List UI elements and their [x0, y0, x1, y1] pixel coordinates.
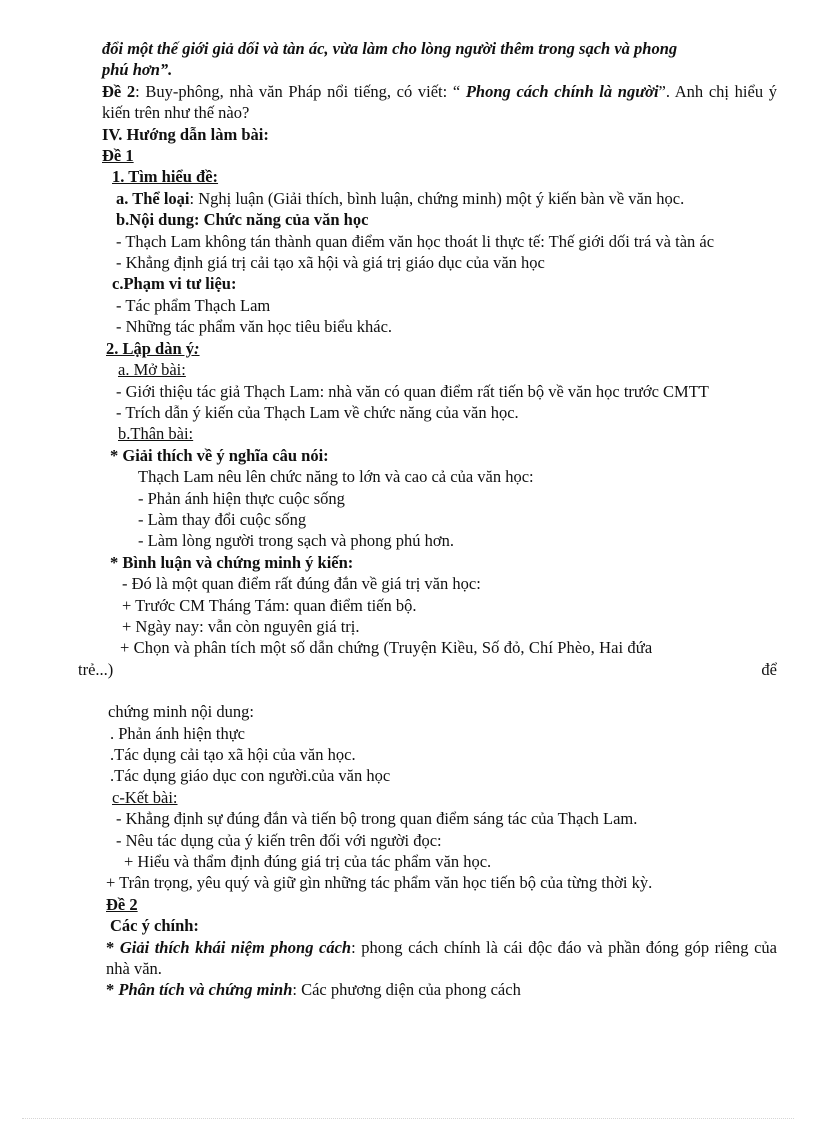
comment-point-4-right: để [761, 659, 777, 679]
scope-point-1: - Tác phẩm Thạch Lam [116, 295, 271, 315]
topic-1-heading: Đề 1 [102, 146, 134, 166]
comment-point-4-cont [78, 659, 777, 680]
outline-heading: 2. Lập dàn ý [106, 338, 195, 358]
analysis-label: Phân tích và chứng minh [118, 980, 293, 1000]
genre-text: : Nghị luận (Giải thích, bình luận, chứng minh) một ý kiến bàn về văn học. [189, 188, 685, 208]
explain-intro: Thạch Lam nêu lên chức năng to lớn và cao cả của văn học: [138, 467, 534, 487]
conclusion-point-2: - Nêu tác dụng của ý kiến trên đối với người đọc: [116, 830, 442, 850]
genre-label: a. Thể loại [116, 188, 190, 208]
topic-2-text-a: : Buy-phông, nhà văn Pháp nổi tiếng, có viết: “ [135, 81, 461, 101]
analysis-line [78, 979, 777, 1000]
scope-point-2: - Những tác phẩm văn học tiêu biểu khác. [116, 317, 393, 337]
topic-2-text-b: ”. Anh chị hiểu ý kiến trên như thế nào? [102, 81, 777, 123]
explain-point-2: - Làm thay đổi cuộc sống [138, 509, 307, 529]
prove-point-1: . Phản ánh hiện thực [110, 723, 245, 743]
quote-line-2: phú hơn”. [102, 60, 173, 80]
content-heading: b.Nội dung: Chức năng của văn học [116, 210, 369, 230]
analysis-star: * [106, 980, 119, 1000]
comment-point-2: + Trước CM Tháng Tám: quan điểm tiến bộ. [122, 595, 417, 615]
page-bottom-divider [22, 1118, 794, 1119]
comment-point-3: + Ngày nay: vẫn còn nguyên giá trị. [122, 616, 360, 636]
explain-heading: * Giải thích về ý nghĩa câu nói: [110, 445, 329, 465]
conclusion-point-4: + Trân trọng, yêu quý và giữ gìn những tác phẩm văn học tiến bộ của từng thời kỳ. [106, 873, 653, 893]
analysis-text: : Các phương diện của phong cách [292, 980, 521, 1000]
body-heading: b.Thân bài: [118, 424, 194, 444]
content-point-1: - Thạch Lam không tán thành quan điểm văn học thoát li thực tế: Thế giới dối trá và tàn ác [116, 231, 715, 251]
explain-point-3: - Làm lòng người trong sạch và phong phú hơn. [138, 531, 455, 551]
style-definition [78, 937, 777, 980]
comment-heading: * Bình luận và chứng minh ý kiến: [110, 552, 354, 572]
content-point-2: - Khẳng định giá trị cải tạo xã hội và giá trị giáo dục của văn học [116, 253, 545, 273]
comment-point-4-left: trẻ...) [78, 659, 114, 679]
intro-point-1: - Giới thiệu tác giả Thạch Lam: nhà văn có quan điểm rất tiến bộ về văn học trước CMTT [116, 381, 709, 401]
prove-point-2: .Tác dụng cải tạo xã hội của văn học. [110, 745, 356, 764]
topic-2-statement [78, 81, 777, 124]
prove-point-3: .Tác dụng giáo dục con người.của văn học [110, 766, 391, 786]
topic-2-quote: Phong cách chính là người [460, 81, 659, 101]
comment-point-4: + Chọn và phân tích một số dẫn chứng (Truyện Kiều, Số đỏ, Chí Phèo, Hai đứa [120, 638, 653, 658]
intro-point-2: - Trích dẫn ý kiến của Thạch Lam về chức năng của văn học. [116, 402, 519, 422]
style-definition-label: Giải thích khái niệm phong cách [119, 937, 352, 957]
comment-point-1: - Đó là một quan điểm rất đúng đắn về giá trị văn học: [122, 574, 481, 594]
spacer [78, 680, 777, 701]
intro-heading: a. Mở bài: [118, 360, 186, 380]
scope-heading: c.Phạm vi tư liệu: [112, 274, 237, 294]
prove-heading: chứng minh nội dung: [108, 702, 254, 722]
style-definition-star: * [106, 937, 120, 957]
document-page [78, 38, 777, 1001]
conclusion-point-1: - Khẳng định sự đúng đắn và tiến bộ trong quan điểm sáng tác của Thạch Lam. [116, 809, 638, 829]
style-definition-text: : phong cách chính là cái độc đáo và phần đóng góp riêng của nhà văn. [106, 937, 778, 979]
main-ideas-heading: Các ý chính: [110, 916, 199, 936]
outline-heading-colon: : [194, 338, 200, 358]
topic-2-label: Đề 2 [102, 81, 136, 101]
genre-line [78, 188, 777, 209]
understand-heading: 1. Tìm hiểu đề: [112, 167, 219, 187]
topic-2-heading: Đề 2 [106, 894, 138, 914]
conclusion-heading: c-Kết bài: [112, 787, 178, 807]
explain-point-1: - Phản ánh hiện thực cuộc sống [138, 488, 345, 508]
conclusion-point-3: + Hiểu và thẩm định đúng giá trị của tác phẩm văn học. [124, 852, 492, 872]
section-iv-heading: IV. Hướng dẫn làm bài: [102, 124, 269, 144]
quote-line-1: đổi một thế giới giả dối và tàn ác, vừa làm cho lòng người thêm trong sạch và phong [102, 39, 678, 58]
